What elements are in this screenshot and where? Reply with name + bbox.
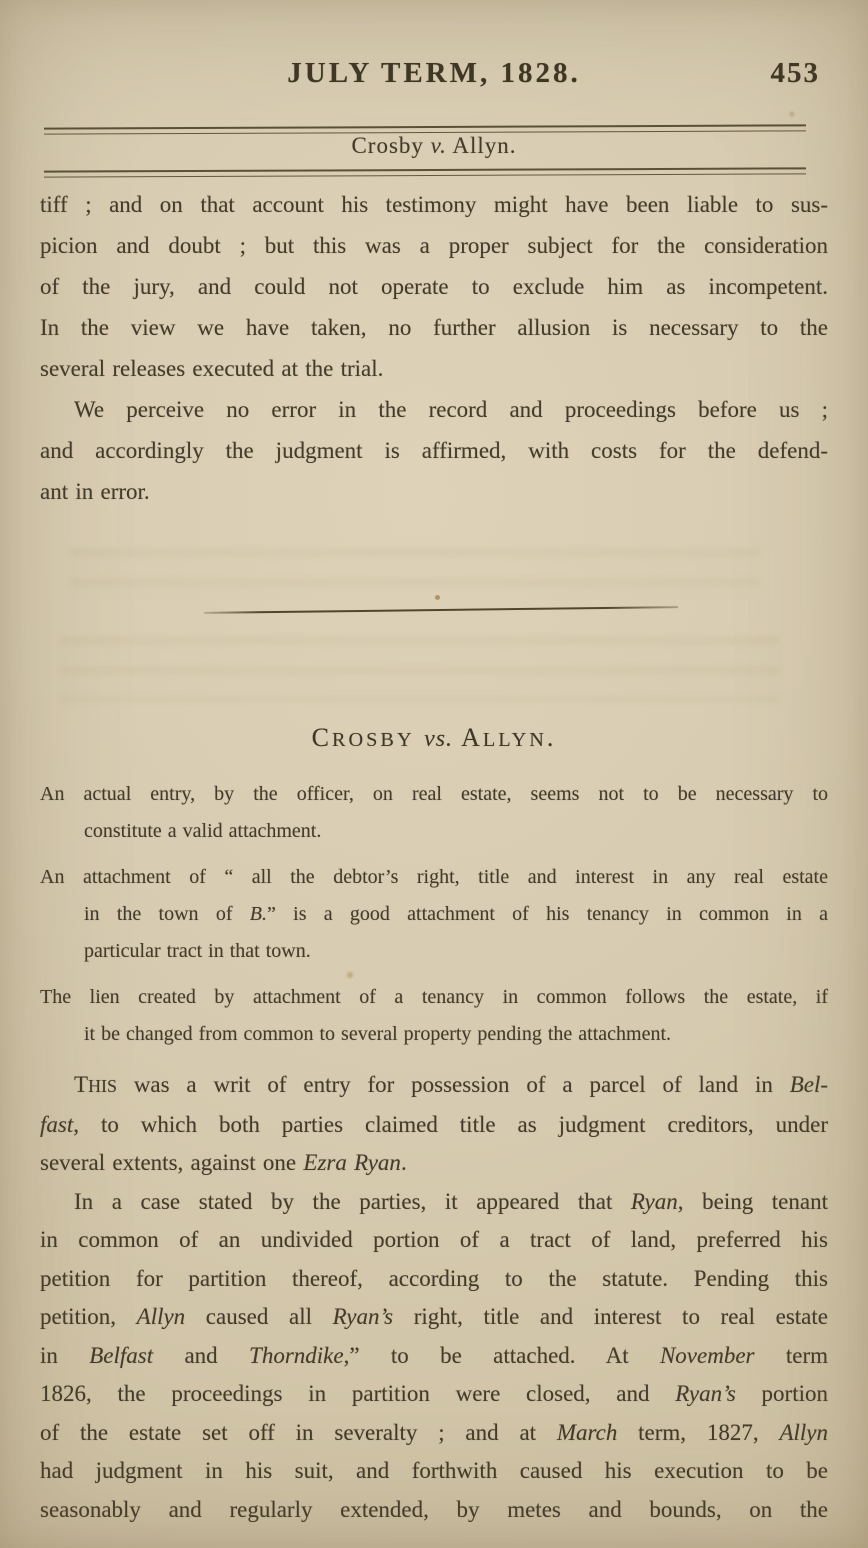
small-caps-text: HIS: [88, 1076, 117, 1096]
text-run: several extents, against one: [40, 1150, 304, 1175]
page-number: 453: [770, 57, 820, 89]
text-run: ,” to be attached. At: [343, 1342, 660, 1368]
headnotes: [40, 776, 828, 1062]
text-run: petition for partition thereof, according to the statute. Pending this: [40, 1265, 828, 1291]
text-run: The lien created by attachment of a tenancy in common follows the estate, if: [40, 986, 828, 1008]
paper-speck: [790, 112, 794, 116]
text-run: was a writ of entry for possession of a parcel of land in: [116, 1072, 790, 1097]
italic-text: Ryan: [630, 1188, 678, 1214]
italic-text: Allyn: [779, 1419, 828, 1445]
text-run: ” is a good attachment of his tenancy in common in a: [266, 903, 829, 925]
text-run: right, title and interest to real estate: [393, 1304, 828, 1329]
text-run: tiff ; and on that account his testimony might have been liable to sus-: [40, 192, 828, 217]
text-line: [40, 1183, 828, 1222]
opinion-conclusion-text: [40, 184, 828, 512]
section-divider-rule: [204, 606, 678, 614]
italic-text: Bel-: [789, 1072, 828, 1097]
term-heading: JULY TERM, 1828.: [287, 57, 581, 89]
running-head-case-name: [0, 133, 868, 159]
text-run: 1826, the proceedings in partition were closed, and: [40, 1381, 676, 1406]
text-run: .: [546, 723, 557, 752]
text-run: picion and doubt ; but this was a proper subject for the consideration: [40, 233, 828, 258]
text-run: C: [311, 723, 332, 752]
text-run: An actual entry, by the officer, on real estate, seems not to be necessary to: [40, 783, 828, 805]
text-run: term, 1827,: [617, 1419, 780, 1445]
text-run: of the estate set off in severalty ; and at: [40, 1419, 557, 1445]
text-run: In a case stated by the parties, it appeared that: [74, 1188, 631, 1214]
body-paragraph: [40, 184, 828, 389]
text-line: [40, 184, 828, 225]
text-line: [40, 1337, 828, 1376]
small-caps-text: LLYN: [482, 729, 547, 751]
case-title: [0, 723, 868, 753]
text-run: [453, 723, 461, 752]
text-run: ant in error.: [40, 479, 150, 504]
text-line: [40, 348, 828, 389]
body-paragraph: [40, 1183, 828, 1530]
text-line: [40, 1106, 828, 1145]
text-line: [40, 389, 828, 430]
small-caps-text: ROSBY: [332, 729, 415, 751]
text-run: In the view we have taken, no further allusion is necessary to the: [40, 315, 828, 340]
show-through-ghost: [70, 548, 760, 600]
text-run: in the town of: [84, 903, 250, 925]
text-run: and accordingly the judgment is affirmed, with costs for the defend-: [40, 438, 828, 463]
text-run: We perceive no error in the record and proceedings before us ;: [74, 397, 828, 422]
text-line: [40, 1066, 828, 1106]
text-run: constitute a valid attachment.: [84, 820, 322, 842]
headnote-paragraph: [40, 776, 828, 850]
text-run: petition,: [40, 1304, 137, 1329]
text-line: [40, 1452, 828, 1491]
italic-text: vs.: [424, 726, 453, 752]
text-run: Crosby: [351, 133, 431, 158]
italic-text: November: [659, 1342, 755, 1368]
text-line: [40, 1298, 828, 1337]
text-line: [40, 471, 828, 512]
italic-text: fast: [40, 1111, 74, 1137]
opinion-body: [40, 1066, 828, 1529]
text-line: [40, 896, 828, 933]
text-line: [40, 859, 828, 896]
text-line: [40, 225, 828, 266]
text-run: , being tenant: [677, 1188, 828, 1214]
text-line: [40, 933, 828, 970]
text-line: [40, 266, 828, 307]
text-run: T: [74, 1072, 89, 1097]
text-run: particular tract in that town.: [84, 940, 311, 962]
text-run: it be changed from common to several property pending the attachment.: [84, 1023, 672, 1045]
text-run: An attachment of “ all the debtor’s right, title and interest in any real estate: [40, 866, 828, 888]
italic-text: Ryan’s: [675, 1381, 736, 1406]
text-run: in: [40, 1342, 90, 1368]
body-paragraph: [40, 1066, 828, 1183]
italic-text: v.: [430, 133, 447, 158]
text-run: , to which both parties claimed title as judgment creditors, under: [73, 1111, 828, 1137]
text-line: [40, 1375, 828, 1414]
italic-text: Ryan’s: [332, 1304, 394, 1329]
show-through-ghost: [60, 636, 780, 702]
italic-text: Thorndike: [249, 1342, 344, 1368]
text-line: [40, 307, 828, 348]
headnote-paragraph: [40, 979, 828, 1053]
text-line: [40, 1414, 828, 1453]
running-head-rule-bottom: [44, 167, 806, 177]
text-line: [40, 1491, 828, 1530]
paper-speck: [435, 595, 440, 600]
text-line: [40, 776, 828, 813]
text-run: caused all: [185, 1304, 333, 1329]
headnote-paragraph: [40, 859, 828, 970]
text-line: [40, 979, 828, 1016]
text-run: term: [754, 1342, 828, 1368]
body-paragraph: [40, 389, 828, 512]
text-run: several releases executed at the trial.: [40, 356, 384, 381]
italic-text: B.: [249, 903, 267, 925]
text-run: seasonably and regularly extended, by metes and bounds, on the: [40, 1496, 828, 1522]
text-run: [415, 723, 425, 752]
italic-text: Belfast: [89, 1342, 154, 1368]
text-run: portion: [735, 1381, 828, 1406]
italic-text: March: [556, 1419, 618, 1445]
text-line: [40, 1016, 828, 1053]
text-line: [40, 813, 828, 850]
text-line: [40, 1260, 828, 1299]
text-run: and: [153, 1342, 250, 1368]
italic-text: Ezra Ryan: [303, 1150, 401, 1175]
text-run: .: [400, 1150, 407, 1175]
text-run: had judgment in his suit, and forthwith caused his execution to be: [40, 1458, 828, 1483]
text-run: Allyn.: [446, 133, 517, 158]
text-line: [40, 1221, 828, 1260]
text-run: A: [461, 723, 483, 752]
text-line: [40, 430, 828, 471]
text-run: of the jury, and could not operate to exclude him as incompetent.: [40, 274, 828, 299]
italic-text: Allyn: [136, 1304, 186, 1329]
text-line: [40, 1144, 828, 1183]
text-run: in common of an undivided portion of a tract of land, preferred his: [40, 1227, 828, 1252]
